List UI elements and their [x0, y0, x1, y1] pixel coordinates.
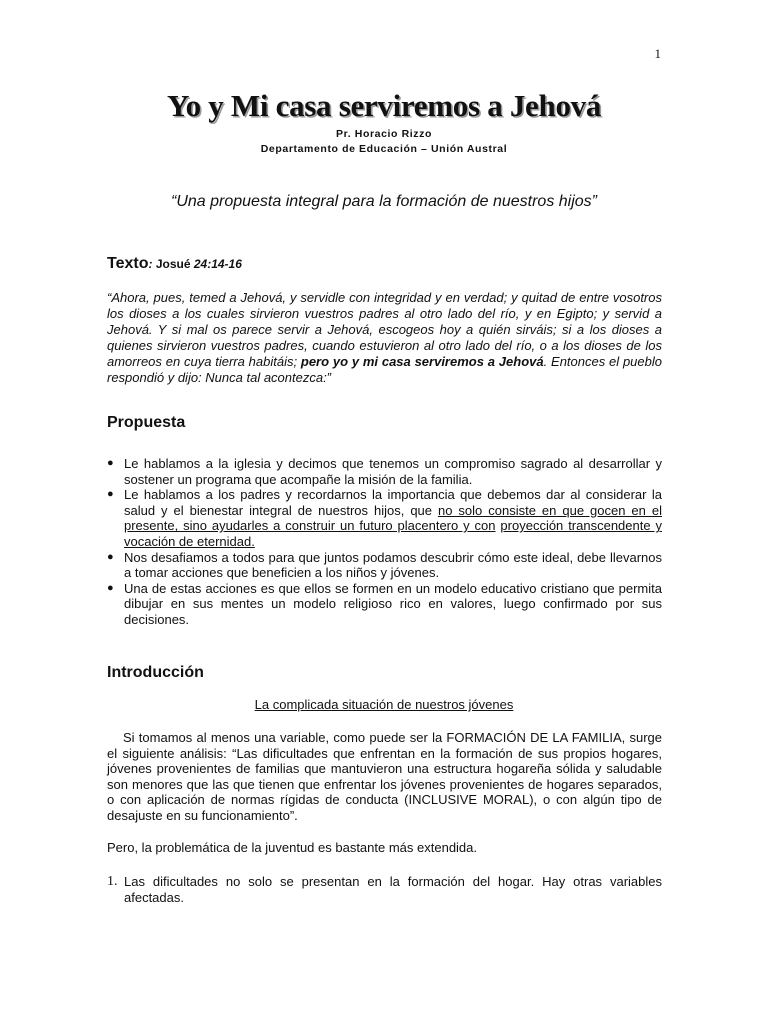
list-item	[107, 550, 662, 581]
texto-reference-line	[107, 255, 242, 273]
department-line: Departamento de Educación – Unión Austral	[260, 143, 508, 155]
document-title: Yo y Mi casa serviremos a Jehová	[166, 88, 602, 123]
proposal-list	[107, 456, 662, 628]
list-item-text: Le hablamos a los padres y recordarnos la importancia que debemos dar al considerar la salud y el bienestar integral de nuestros hijos, que	[124, 487, 662, 518]
introduccion-heading: Introducción	[107, 664, 204, 681]
texto-separator: :	[148, 257, 156, 271]
texto-book: Josué	[155, 257, 194, 271]
intro-paragraph-1: Si tomamos al menos una variable, como puede ser la FORMACIÓN DE LA FAMILIA, surge el siguiente análisis: “Las dificultades que enfrentan en la formación de sus propios hogares, jóvenes provenientes de familias que mantuvieron una estructura hogareña sólida y saludable son menores que las que tienen que enfrentar los jóvenes provenientes de hogares separados, o con aplicación de normas rígidas de conducta (INCLUSIVE MORAL), o con algún tipo de desajuste en su funcionamiento”.	[107, 730, 662, 823]
list-item-text: Una de estas acciones es que ellos se formen en un modelo educativo cristiano que permita dibujar en sus mentes un modelo religioso rico en valores, luego confirmado por sus decisiones.	[124, 580, 662, 627]
propuesta-heading: Propuesta	[107, 414, 186, 431]
texto-label: Texto	[107, 255, 149, 272]
verse-part-1: “Ahora, pues, temed a Jehová, y servidle con integridad y en verdad; y quitad de entre vosotros los dioses a los cuales sirvieron vuestros padres al otro lado del río, y en Egipto; y servid a Jehová. Y si mal os parece servir a Jehová, escogeos hoy a quién sirváis; si a los dioses a quienes sirvieron vuestros padres, cuando estuvieron al otro lado del río, o a los dioses de los amorreos en cuya tierra habitáis;	[107, 290, 662, 369]
document-subtitle: “Una propuesta integral para la formación de nuestros hijos”	[170, 193, 597, 210]
list-item-text: Le hablamos a la iglesia y decimos que tenemos un compromiso sagrado al desarrollar y sostener un programa que acompañe la misión de la familia.	[124, 456, 662, 487]
texto-reference	[148, 257, 241, 271]
list-item	[107, 581, 662, 628]
numbered-item	[107, 874, 662, 905]
intro-paragraph-2: Pero, la problemática de la juventud es bastante más extendida.	[107, 840, 478, 855]
underlined-text: no solo consiste en que gocen en el presente, sino ayudarles a construir un futuro placentero y con	[124, 502, 662, 534]
list-item	[107, 456, 662, 487]
bullet-icon: ●	[107, 488, 114, 501]
list-item	[107, 487, 662, 549]
numbered-item-text: Las dificultades no solo se presentan en la formación del hogar. Hay otras variables afectadas.	[124, 874, 662, 905]
bullet-icon: ●	[107, 457, 114, 469]
texto-verse-numbers: 24:14-16	[193, 257, 242, 271]
bullet-icon: ●	[107, 581, 114, 594]
list-item-text: Nos desafiamos a todos para que juntos podamos descubrir cómo este ideal, debe llevarnos a tomar acciones que beneficien a los niños y jóvenes.	[124, 549, 662, 581]
verse-bold-part: pero yo y mi casa serviremos a Jehová	[300, 354, 544, 369]
underlined-text: proyección transcendente y vocación de eternidad.	[124, 518, 662, 549]
introduccion-subheading: La complicada situación de nuestros jóvenes	[254, 697, 514, 712]
item-number: 1.	[107, 874, 118, 889]
scripture-quote	[107, 290, 662, 386]
verse-part-2: . Entonces el pueblo respondió y dijo: Nunca tal acontezca:”	[107, 354, 662, 385]
author-line: Pr. Horacio Rizzo	[336, 128, 432, 140]
page-number: 1	[654, 46, 661, 61]
bullet-icon: ●	[107, 550, 114, 563]
